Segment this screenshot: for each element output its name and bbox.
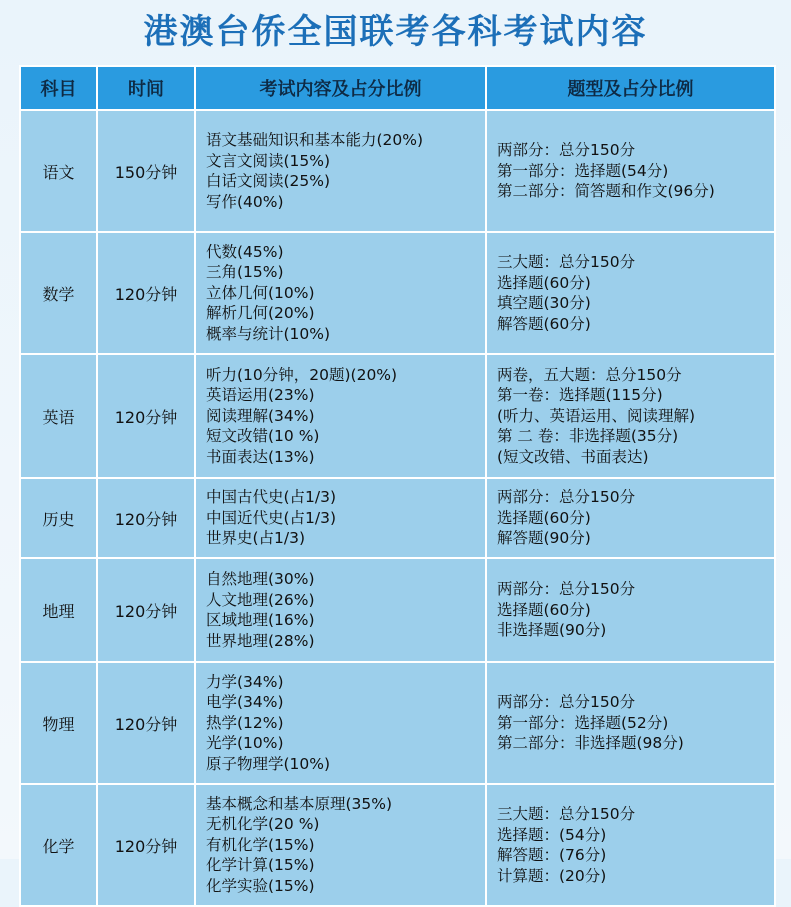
content-cell	[195, 558, 486, 662]
format-line: 选择题(60分)	[497, 600, 591, 619]
format-line: 两部分：总分150分	[497, 141, 636, 160]
content-line: 书面表达(13%)	[206, 447, 315, 466]
content-line: 化学计算(15%)	[206, 856, 315, 875]
format-line: 两卷，五大题：总分150分	[497, 365, 682, 384]
content-line: 化学实验(15%)	[206, 876, 315, 895]
table-row	[20, 110, 775, 232]
format-cell	[486, 662, 775, 784]
page-title: 港澳台侨全国联考各科考试内容	[143, 12, 648, 52]
subject-cell: 地理	[20, 558, 97, 662]
content-line: 力学(34%)	[206, 672, 284, 691]
format-line: 三大题：总分150分	[497, 805, 636, 823]
format-line: 填空题(30分)	[497, 294, 591, 312]
content-line: 区域地理(16%)	[206, 611, 315, 629]
format-line: 第二部分：简答题和作文(96分)	[497, 182, 715, 201]
format-line: 计算题：(20分)	[497, 866, 607, 885]
table-row	[20, 232, 775, 354]
time-cell: 120分钟	[97, 558, 195, 662]
format-line: 第一部分：选择题(52分)	[497, 713, 669, 732]
subject-cell: 化学	[20, 784, 97, 906]
format-cell	[486, 232, 775, 354]
content-line: 英语运用(23%)	[206, 386, 315, 405]
header-content: 考试内容及占分比例	[195, 66, 486, 110]
table-body	[20, 110, 775, 906]
format-line: 第一卷：选择题(115分)	[497, 386, 663, 405]
content-line: 人文地理(26%)	[206, 590, 315, 609]
content-cell	[195, 232, 486, 354]
format-cell	[486, 478, 775, 558]
time-cell: 150分钟	[97, 110, 195, 232]
format-line: 两部分：总分150分	[497, 693, 636, 712]
content-line: 语文基础知识和基本能力(20%)	[206, 131, 424, 149]
format-line: 第 二 卷：非选择题(35分)	[497, 427, 679, 446]
content-line: 自然地理(30%)	[206, 570, 315, 588]
content-line: 写作(40%)	[206, 192, 284, 211]
content-line: 解析几何(20%)	[206, 304, 315, 323]
header-time: 时间	[97, 66, 195, 110]
table-row	[20, 662, 775, 784]
format-line: 两部分：总分150分	[497, 488, 636, 507]
table-row	[20, 354, 775, 478]
content-line: 听力(10分钟，20题)(20%)	[206, 365, 398, 384]
subject-cell: 物理	[20, 662, 97, 784]
format-line: 非选择题(90分)	[497, 621, 607, 640]
format-line: 第二部分：非选择题(98分)	[497, 734, 684, 753]
subject-cell: 英语	[20, 354, 97, 478]
subject-cell: 语文	[20, 110, 97, 232]
time-cell: 120分钟	[97, 232, 195, 354]
format-line: (听力、英语运用、阅读理解)	[497, 406, 696, 425]
format-line: 三大题：总分150分	[497, 253, 636, 271]
content-line: 概率与统计(10%)	[206, 324, 331, 343]
format-line: 解答题：(76分)	[497, 846, 607, 864]
format-line: 两部分：总分150分	[497, 580, 636, 599]
content-cell	[195, 110, 486, 232]
content-line: 无机化学(20 %)	[206, 815, 320, 834]
content-line: 基本概念和基本原理(35%)	[206, 794, 393, 813]
format-line: 选择题(60分)	[497, 508, 591, 527]
content-line: 有机化学(15%)	[206, 835, 315, 854]
header-format: 题型及占分比例	[486, 66, 775, 110]
time-cell: 120分钟	[97, 662, 195, 784]
content-line: 中国古代史(占1/3)	[206, 488, 337, 507]
exam-table	[19, 65, 776, 907]
content-line: 立体几何(10%)	[206, 283, 315, 302]
content-line: 原子物理学(10%)	[206, 754, 331, 773]
content-line: 热学(12%)	[206, 713, 284, 732]
time-cell: 120分钟	[97, 784, 195, 906]
content-line: 中国近代史(占1/3)	[206, 508, 337, 527]
content-line: 世界史(占1/3)	[206, 529, 306, 548]
content-line: 电学(34%)	[206, 693, 284, 712]
format-line: 第一部分：选择题(54分)	[497, 161, 669, 180]
format-line: 解答题(90分)	[497, 529, 591, 548]
format-cell	[486, 354, 775, 478]
content-line: 阅读理解(34%)	[206, 406, 315, 425]
table-row	[20, 558, 775, 662]
content-line: 三角(15%)	[206, 263, 284, 282]
content-line: 世界地理(28%)	[206, 631, 315, 650]
content-line: 代数(45%)	[206, 242, 284, 261]
content-cell	[195, 784, 486, 906]
time-cell: 120分钟	[97, 354, 195, 478]
time-cell: 120分钟	[97, 478, 195, 558]
table-row	[20, 478, 775, 558]
format-line: 选择题：(54分)	[497, 825, 607, 844]
format-line: 解答题(60分)	[497, 314, 591, 333]
header-row	[20, 66, 775, 110]
content-line: 短文改错(10 %)	[206, 427, 320, 446]
content-line: 光学(10%)	[206, 734, 284, 753]
content-line: 文言文阅读(15%)	[206, 151, 331, 170]
header-subject: 科目	[20, 66, 97, 110]
content-cell	[195, 478, 486, 558]
subject-cell: 历史	[20, 478, 97, 558]
format-cell	[486, 784, 775, 906]
format-line: 选择题(60分)	[497, 273, 591, 292]
content-cell	[195, 354, 486, 478]
format-cell	[486, 110, 775, 232]
format-cell	[486, 558, 775, 662]
content-cell	[195, 662, 486, 784]
format-line: (短文改错、书面表达)	[497, 447, 649, 466]
table-row	[20, 784, 775, 906]
subject-cell: 数学	[20, 232, 97, 354]
content-line: 白话文阅读(25%)	[206, 172, 331, 190]
